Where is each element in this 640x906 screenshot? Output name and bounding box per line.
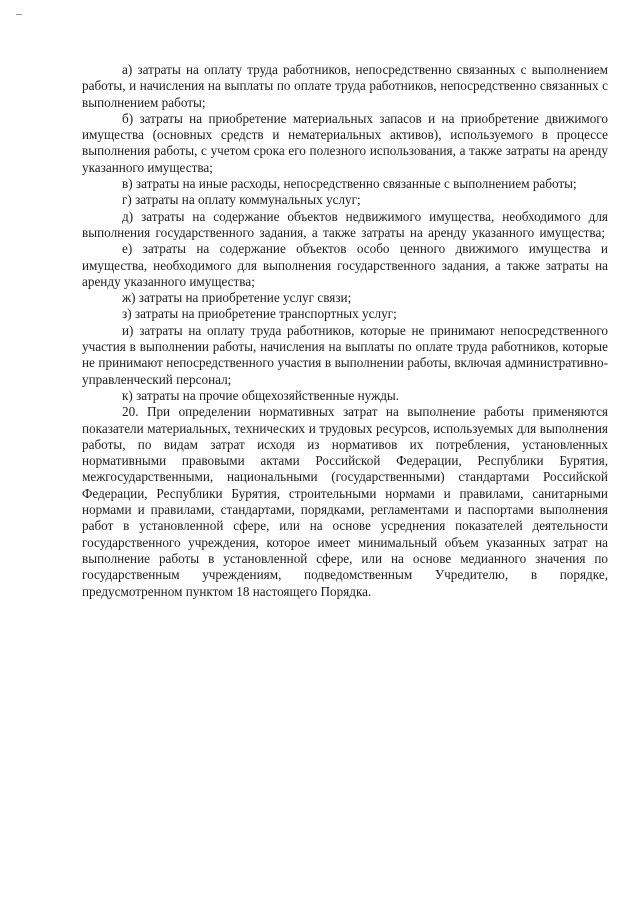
paragraph-zh: ж) затраты на приобретение услуг связи; <box>122 290 352 306</box>
paragraph-k: к) затраты на прочие общехозяйственные нужды. <box>122 387 400 403</box>
paragraph-g: г) затраты на оплату коммунальных услуг; <box>122 192 361 208</box>
paragraph-v: в) затраты на иные расходы, непосредственно связанные с выполнением работы; <box>122 176 577 192</box>
paragraph-i: и) затраты на оплату труда работников, которые не принимают непосредственного участия в выполнении работы, начисления на выплаты по оплате труда работников, которые не принимают непосредственного участия в выполнении работы, включая административно-управленческий персонал; <box>82 322 608 387</box>
scan-corner-mark <box>16 14 22 15</box>
paragraph-20: 20. При определении нормативных затрат на выполнение работы применяются показатели материальных, технических и трудовых ресурсов, используемых для выполнения работы, по видам затрат исходя из нормативов их потребления, установленных нормативными правовыми актами Российской Федерации, Республики Бурятия, межгосударственными, национальными (государственными) стандартами Российской Федерации, Республики Бурятия, строительными нормами и правилами, санитарными нормами и правилами, стандартами, порядками, регламентами и паспортами выполнения работ в установленной сфере, или на основе усреднения показателей деятельности государственного учреждения, которое имеет минимальный объем указанных затрат на выполнение работы в установленной сфере, или на основе медианного значения по государственным учреждениям, подведомственным Учредителю, в порядке, предусмотренном пунктом 18 настоящего Порядка. <box>82 404 608 599</box>
paragraph-z: з) затраты на приобретение транспортных услуг; <box>122 306 397 322</box>
paragraph-b: б) затраты на приобретение материальных запасов и на приобретение движимого имущества (основных средств и нематериальных активов), используемого в процессе выполнения работы, с учетом срока его полезного использования, а также затраты на аренду указанного имущества; <box>82 110 608 175</box>
paragraph-a: а) затраты на оплату труда работников, непосредственно связанных с выполнением работы, и начисления на выплаты по оплате труда работников, непосредственно связанных с выполнением работы; <box>82 62 608 110</box>
paragraph-d: д) затраты на содержание объектов недвижимого имущества, необходимого для выполнения государственного задания, а также затраты на аренду указанного имущества; <box>82 208 608 240</box>
paragraph-e: е) затраты на содержание объектов особо ценного движимого имущества и имущества, необходимого для выполнения государственного задания, а также затраты на аренду указанного имущества; <box>82 241 608 289</box>
document-page <box>82 62 608 600</box>
